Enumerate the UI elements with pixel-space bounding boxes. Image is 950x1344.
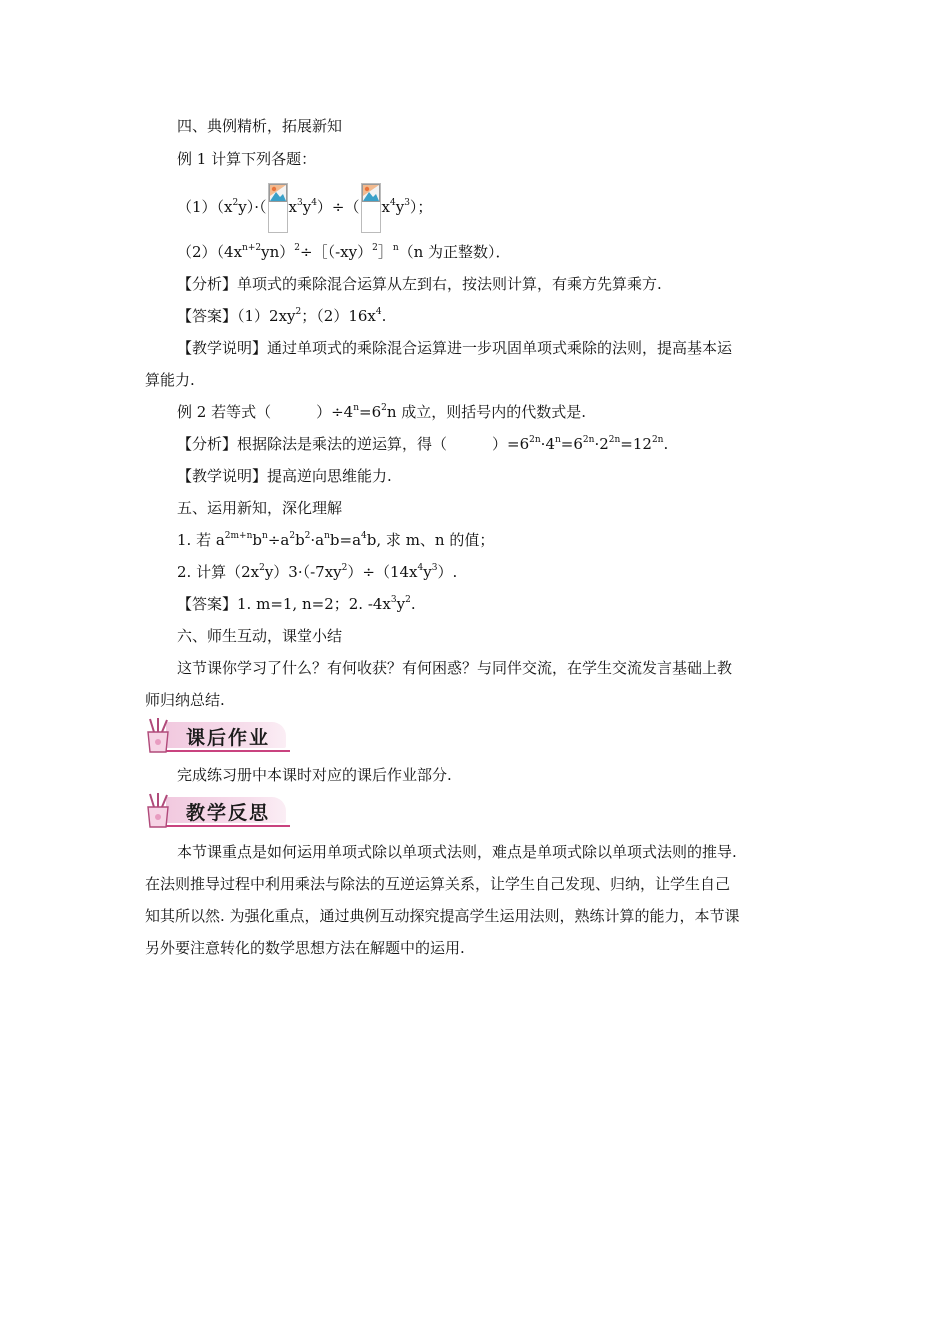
section-heading-5: 五、运用新知，深化理解 (177, 499, 343, 517)
example-1-teaching-note-cont: 算能力. (145, 371, 195, 389)
homework-banner-title: 课后作业 (186, 727, 271, 749)
reflection-line-4: 另外要注意转化的数学思想方法在解题中的运用. (145, 939, 465, 957)
broken-image-icon (268, 183, 288, 233)
reflection-line-3: 知其所以然. 为强化重点，通过典例互动探究提高学生运用法则，熟练计算的能力，本节课 (145, 907, 740, 925)
homework-banner (144, 716, 292, 756)
reflection-line-2: 在法则推导过程中利用乘法与除法的互逆运算关系，让学生自己发现、归纳，让学生自己 (145, 875, 731, 893)
homework-text: 完成练习册中本课时对应的课后作业部分. (177, 766, 452, 784)
example-2-teaching-note: 【教学说明】提高逆向思维能力. (177, 467, 392, 485)
section-heading-4: 四、典例精析，拓展新知 (177, 117, 343, 135)
pencil-cup-icon (144, 791, 190, 831)
summary-text-cont: 师归纳总结. (145, 691, 225, 709)
example-1-analysis: 【分析】单项式的乘除混合运算从左到右，按法则计算，有乘方先算乘方. (177, 275, 662, 293)
pencil-cup-icon (144, 716, 190, 756)
example-1-question-1: $(1)(x^2y)\cdot$（ $x^3y^4)\div$（ $x^4y^3$）； (177, 183, 432, 233)
example-2-analysis: 【分析】根据除法是乘法的逆运算，得（ ）$=6^{2n}\cdot 4^n=6^{2n}\cdot 2^{2n}=12^{2n}$. (177, 435, 669, 453)
reflection-banner-title: 教学反思 (186, 802, 271, 824)
example-1-question-2: $(2)(4x^{n+2}yn)^2\div[(-xy)^2]^n(n$ 为正整数）． (177, 243, 511, 261)
section-5-answer: 【答案】1. m=1, n=2；2. $-4x^3y^2$. (177, 595, 416, 613)
example-1-answer: 【答案】$(1)2xy^2$；$(2)16x^4$. (177, 307, 387, 325)
example-1-intro: 例 1 计算下列各题： (177, 150, 317, 168)
section-heading-6: 六、师生互动，课堂小结 (177, 627, 343, 645)
broken-image-icon (361, 183, 381, 233)
reflection-line-1: 本节课重点是如何运用单项式除以单项式法则，难点是单项式除以单项式法则的推导. (177, 843, 737, 861)
exercise-1: 1. 若 $a^{2m+n}b^n\div a^2b^2\cdot a^nb=a^4b$, 求 m、n 的值； (177, 531, 495, 549)
reflection-banner (144, 791, 292, 831)
example-2-intro: 例 2 若等式（ ）$\div 4^n=6^2n$ 成立，则括号内的代数式是. (177, 403, 587, 421)
summary-text: 这节课你学习了什么？有何收获？有何困惑？与同伴交流，在学生交流发言基础上教 (177, 659, 733, 677)
example-1-teaching-note: 【教学说明】通过单项式的乘除混合运算进一步巩固单项式乘除的法则，提高基本运 (177, 339, 733, 357)
exercise-2: 2. 计算$(2x^2y)3\cdot(-7xy^2)\div(14x^4y^3)$. (177, 563, 458, 581)
